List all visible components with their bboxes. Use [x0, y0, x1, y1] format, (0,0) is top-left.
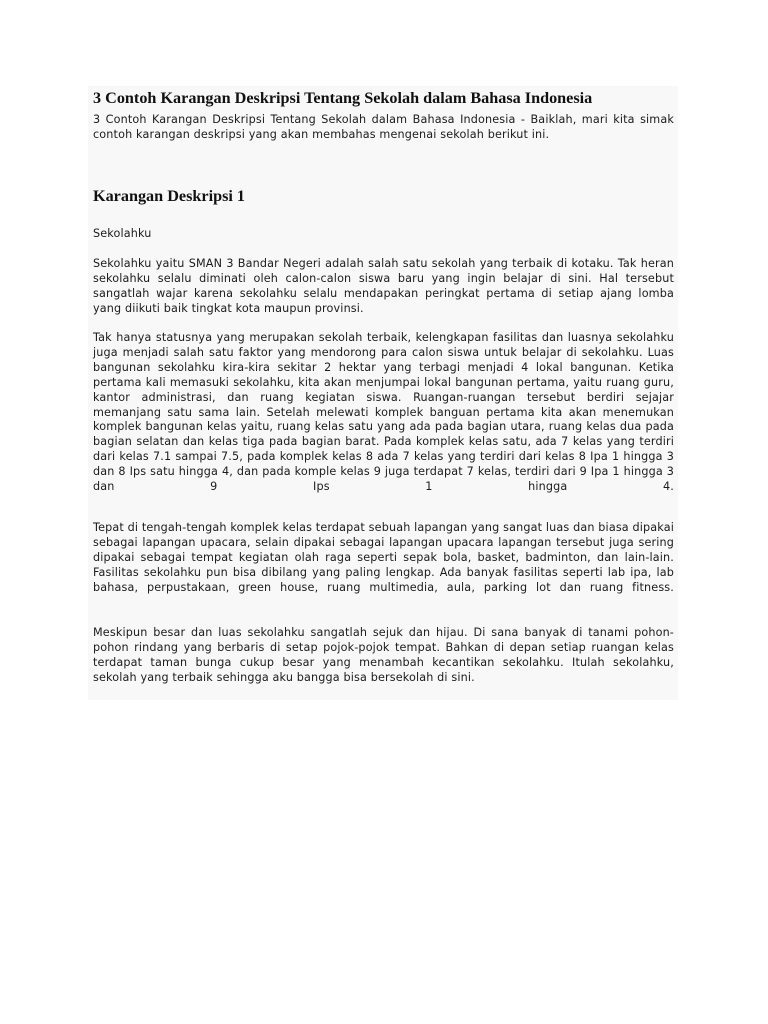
essay-heading: Sekolahku [93, 227, 152, 240]
section-title: Karangan Deskripsi 1 [93, 187, 246, 205]
essay-paragraph-1: Sekolahku yaitu SMAN 3 Bandar Negeri adalah salah satu sekolah yang terbaik di kotaku. Tak heran sekolahku selalu diminati oleh calon-calon siswa baru yang ingin belajar di sini. Hal tersebut sangatlah wajar karena sekolahku selalu mendapakan peringkat pertama di setiap ajang lomba yang diikuti baik tingkat kota maupun provinsi. [93, 257, 674, 315]
intro-paragraph: 3 Contoh Karangan Deskripsi Tentang Sekolah dalam Bahasa Indonesia - Baiklah, mari kita simak contoh karangan deskripsi yang akan membahas mengenai sekolah berikut ini. [93, 113, 674, 141]
essay-paragraph-2: Tak hanya statusnya yang merupakan sekolah terbaik, kelengkapan fasilitas dan luasnya sekolahku juga menjadi salah satu faktor yang mendorong para calon siswa untuk belajar di sekolahku. Luas bangunan sekolahku kira-kira sekitar 2 hektar yang terbagi menjadi 4 lokal bangunan. Ketika pertama kali memasuki sekolahku, kita akan menjumpai lokal bangunan pertama, yaitu ruang guru, kantor administrasi, dan ruang kegiatan siswa. Ruangan-ruangan tersebut berdiri sejajar memanjang satu sama lain. Setelah melewati komplek banguan pertama kita akan menemukan komplek bangunan kelas yaitu, ruang kelas satu yang ada pada bagian utara, ruang kelas dua pada bagian selatan dan kelas tiga pada bagian barat. Pada komplek kelas satu, ada 7 kelas yang terdiri dari kelas 7.1 sampai 7.5, pada komplek kelas 8 ada 7 kelas yang terdiri dari kelas 8 Ipa 1 hingga 3 dan 8 Ips satu hingga 4, dan pada komple kelas 9 juga terdapat 7 kelas, terdiri dari 9 Ipa 1 hingga 3 dan 9 Ips 1 hingga 4. [93, 331, 674, 494]
article-title: 3 Contoh Karangan Deskripsi Tentang Sekolah dalam Bahasa Indonesia [93, 89, 593, 107]
essay-paragraph-4: Meskipun besar dan luas sekolahku sangatlah sejuk dan hijau. Di sana banyak di tanami pohon-pohon rindang yang berbaris di setap pojok-pojok tempat. Bahkan di depan setiap ruangan kelas terdapat taman bunga cukup besar yang menambah kecantikan sekolahku. Itulah sekolahku, sekolah yang terbaik sehingga aku bangga bisa bersekolah di sini. [93, 626, 674, 684]
essay-paragraph-3: Tepat di tengah-tengah komplek kelas terdapat sebuah lapangan yang sangat luas dan biasa dipakai sebagai lapangan upacara, selain dipakai sebagai lapangan upacara lapangan tersebut juga sering dipakai sebagai tempat kegiatan olah raga seperti sepak bola, basket, badminton, dan lain-lain. Fasilitas sekolahku pun bisa dibilang yang paling lengkap. Ada banyak fasilitas seperti lab ipa, lab bahasa, perpustakaan, green house, ruang multimedia, aula, parking lot dan ruang fitness. [93, 521, 674, 594]
article-content [88, 86, 678, 700]
